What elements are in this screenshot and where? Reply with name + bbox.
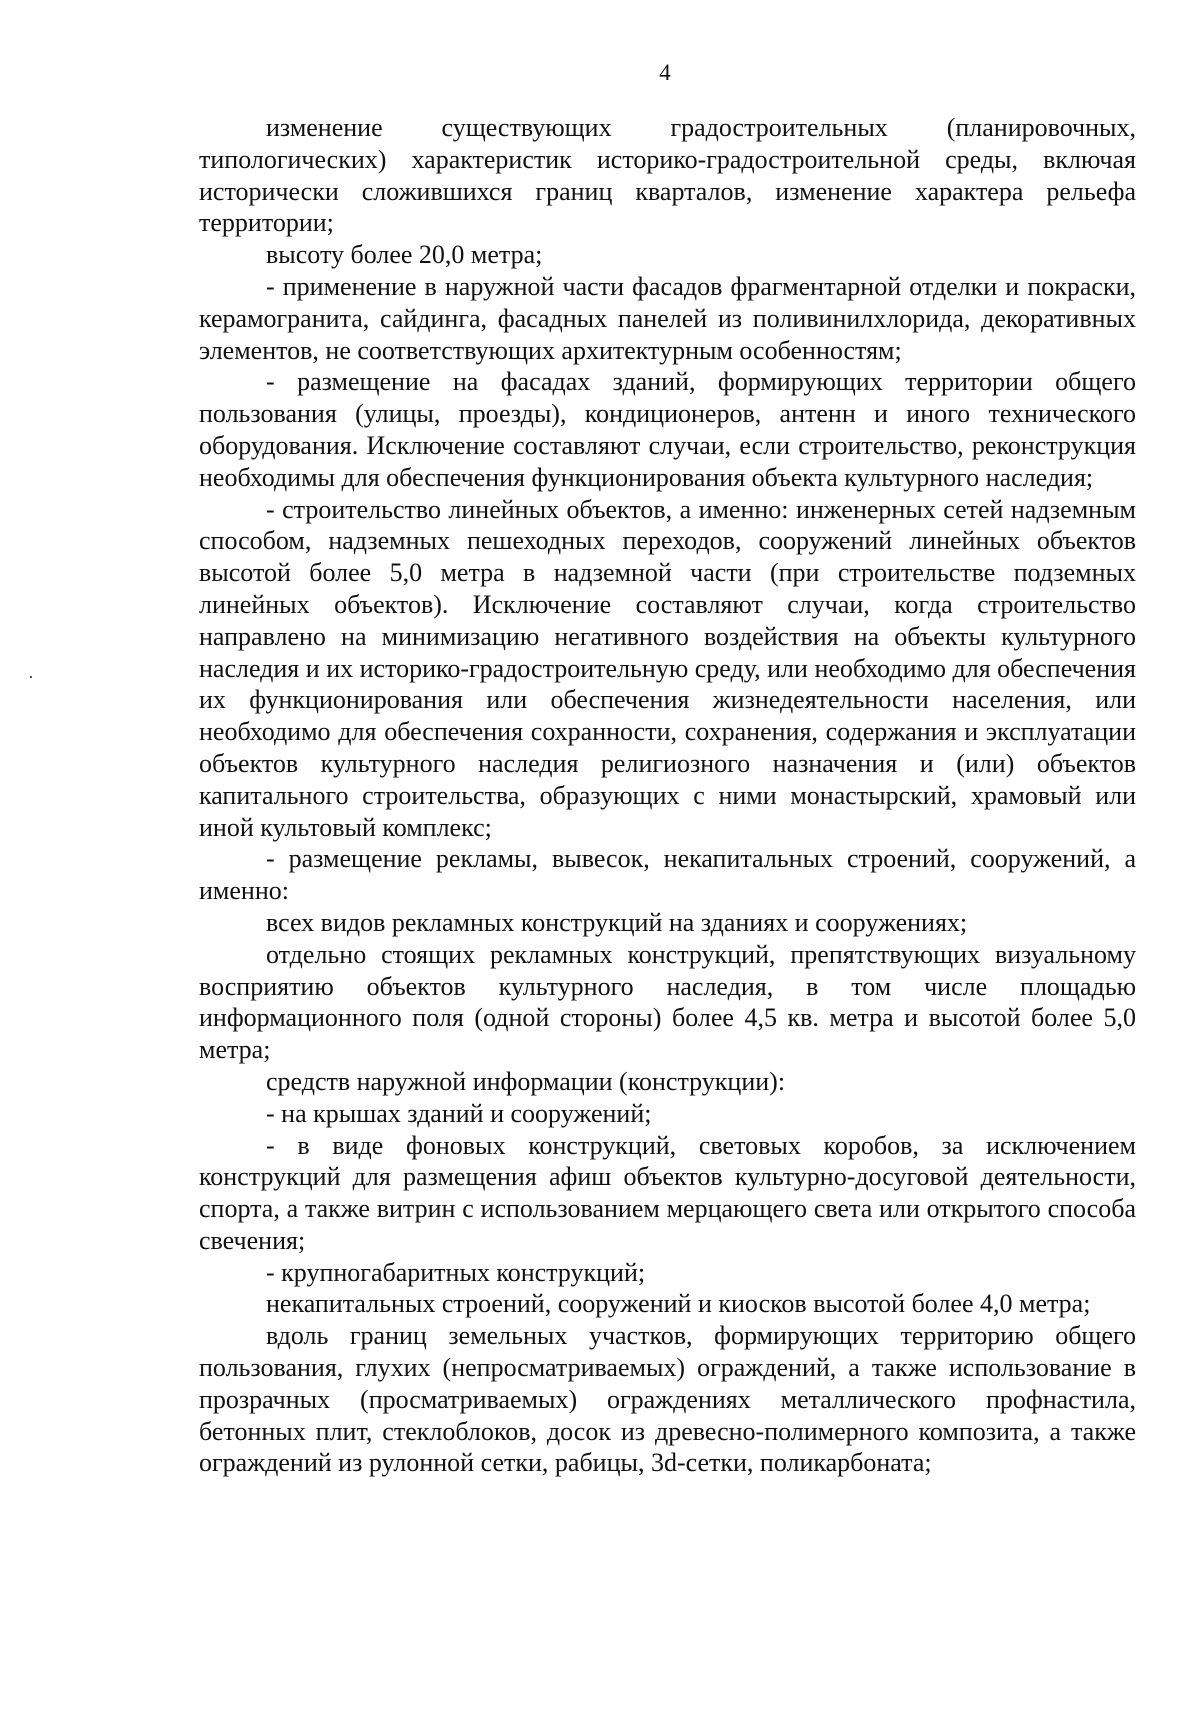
paragraph: - применение в наружной части фасадов фрагментарной отделки и покраски, керамогранита, сайдинга, фасадных панелей из поливинилхлорида, декоративных элементов, не соответствующих архитектурным особенностям; <box>199 271 1136 365</box>
paragraph: - строительство линейных объектов, а именно: инженерных сетей надземным способом, надземных пешеходных переходов, сооружений линейных объектов высотой более 5,0 метра в надземной части (при строительстве подземных линейных объектов). Исключение составляют случаи, когда строительство направлено на минимизацию негативного воздействия на объекты культурного наследия и их историко-градостроительную среду, или необходимо для обеспечения их функционирования или обеспечения жизнедеятельности населения, или необходимо для обеспечения сохранности, сохранения, содержания и эксплуатации объектов культурного наследия религиозного назначения и (или) объектов капитального строительства, образующих с ними монастырский, храмовый или иной культовый комплекс; <box>199 494 1136 842</box>
paragraph: - в виде фоновых конструкций, световых коробов, за исключением конструкций для размещения афиш объектов культурно-досуговой деятельности, спорта, а также витрин с использованием мерцающего света или открытого способа свечения; <box>199 1130 1136 1255</box>
paragraph: отдельно стоящих рекламных конструкций, препятствующих визуальному восприятию объектов культурного наследия, в том числе площадью информационного поля (одной стороны) более 4,5 кв. метра и высотой более 5,0 метра; <box>199 939 1136 1065</box>
paragraph: - на крышах зданий и сооружений; <box>266 1098 652 1128</box>
paragraph: - размещение на фасадах зданий, формирующих территории общего пользования (улицы, проезды), кондиционеров, антенн и иного технического оборудования. Исключение составляют случаи, если строительство, реконструкция необходимы для обеспечения функционирования объекта культурного наследия; <box>199 367 1136 492</box>
paragraph: - размещение рекламы, вывесок, некапитальных строений, сооружений, а именно: <box>199 844 1136 906</box>
paragraph: высоту более 20,0 метра; <box>266 240 543 270</box>
paragraph: средств наружной информации (конструкции): <box>266 1066 786 1096</box>
document-body <box>199 112 1136 1479</box>
paragraph: изменение существующих градостроительных (планировочных, типологических) характеристик историко-градостроительной среды, включая исторически сложившихся границ кварталов, изменение характера рельефа территории; <box>199 113 1136 238</box>
paragraph: некапитальных строений, сооружений и киосков высотой более 4,0 метра; <box>266 1289 1091 1319</box>
paragraph: вдоль границ земельных участков, формирующих территорию общего пользования, глухих (непросматриваемых) ограждений, а также использование в прозрачных (просматриваемых) ограждениях металлического профнастила, бетонных плит, стеклоблоков, досок из древесно-полимерного композита, а также ограждений из рулонной сетки, рабицы, 3d-сетки, поликарбоната; <box>199 1321 1136 1478</box>
paragraph: - крупногабаритных конструкций; <box>266 1257 646 1287</box>
paragraph: всех видов рекламных конструкций на зданиях и сооружениях; <box>266 907 968 937</box>
page-number: 4 <box>659 60 671 85</box>
scan-artifact <box>30 676 32 678</box>
